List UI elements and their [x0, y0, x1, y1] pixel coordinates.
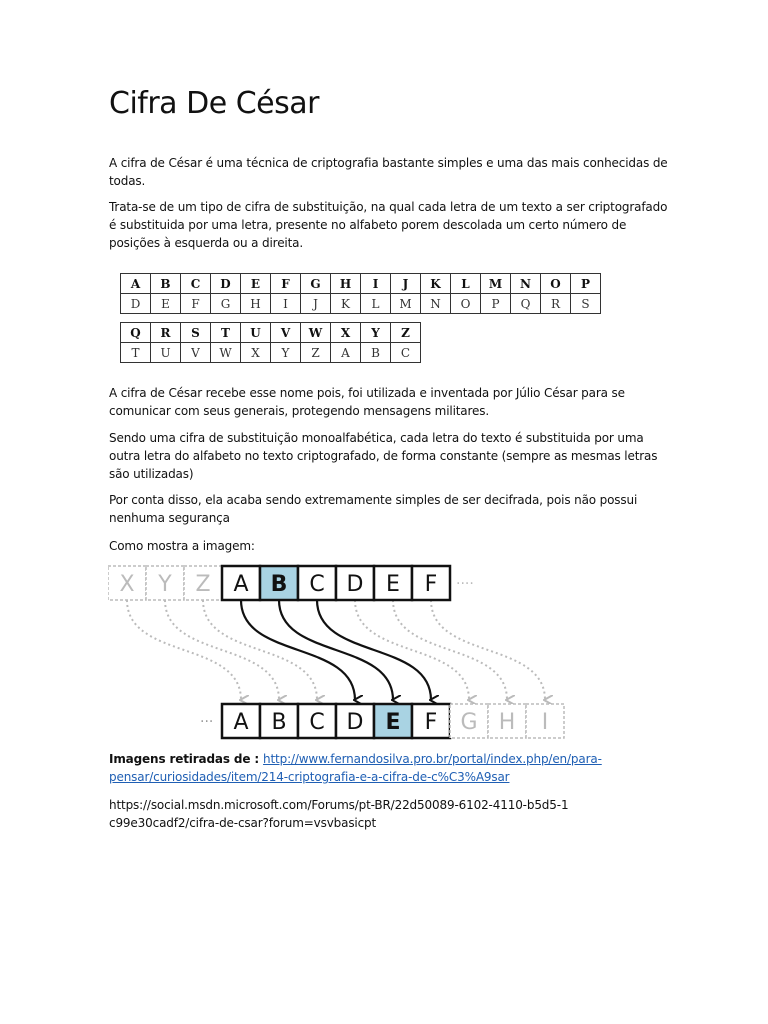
sources-label: Imagens retiradas de : — [109, 752, 264, 766]
source-link-msdn: https://social.msdn.microsoft.com/Forums/pt-BR/22d50089-6102-4110-b5d5-1c99e30cadf2/cifra-de-csar?forum=vsvbasicpt — [109, 798, 569, 830]
cipher-cell-plain-b: B — [151, 274, 181, 294]
shift-arrow-0 — [127, 600, 241, 700]
cipher-cell-plain-k: K — [421, 274, 451, 294]
cipher-cell-cipher-w: W — [211, 343, 241, 363]
top-faded-z — [184, 566, 222, 600]
cipher-cell-cipher-d: D — [121, 294, 151, 314]
cipher-cell-plain-y: Y — [361, 323, 391, 343]
bottom-box-f — [412, 704, 450, 738]
bottom-box-d — [336, 704, 374, 738]
cipher-cell-cipher-l: L — [361, 294, 391, 314]
bottom-ellipsis: ··· — [200, 714, 214, 730]
cipher-cell-plain-r: R — [151, 323, 181, 343]
paragraph-security: Por conta disso, ela acaba sendo extremamente simples de ser decifrada, pois não possui nenhuma segurança — [109, 493, 638, 525]
svg-text:B: B — [271, 710, 287, 735]
cipher-cell-cipher-m: M — [391, 294, 421, 314]
shift-arrow-1 — [165, 600, 279, 700]
cipher-cell-plain-x: X — [331, 323, 361, 343]
cipher-cell-cipher-h: H — [241, 294, 271, 314]
cipher-cell-cipher-t: T — [121, 343, 151, 363]
bottom-box-c — [298, 704, 336, 738]
cipher-cell-plain-h: H — [331, 274, 361, 294]
cipher-cell-plain-t: T — [211, 323, 241, 343]
shift-arrow-8 — [431, 600, 545, 700]
cipher-cell-cipher-b: B — [361, 343, 391, 363]
svg-text:A: A — [233, 710, 249, 735]
cipher-cell-plain-u: U — [241, 323, 271, 343]
cipher-table-1 — [120, 273, 601, 314]
cipher-cell-plain-p: P — [571, 274, 601, 294]
cipher-cell-plain-z: Z — [391, 323, 421, 343]
bottom-faded-h — [488, 704, 526, 738]
svg-text:C: C — [309, 572, 325, 597]
cipher-cell-cipher-k: K — [331, 294, 361, 314]
cipher-cell-plain-s: S — [181, 323, 211, 343]
svg-text:B: B — [270, 572, 288, 597]
cipher-cell-cipher-i: I — [271, 294, 301, 314]
cipher-cell-cipher-p: P — [481, 294, 511, 314]
bottom-faded-g — [450, 704, 488, 738]
cipher-cell-plain-o: O — [541, 274, 571, 294]
page-title: Cifra De César — [109, 86, 319, 121]
paragraph-monoalphabetic: Sendo uma cifra de substituição monoalfabética, cada letra do texto é substituida por uma outra letra do alfabeto no texto criptografado, de forma constante (sempre as mesmas letras são utilizadas) — [109, 431, 658, 481]
cipher-cell-plain-j: J — [391, 274, 421, 294]
cipher-cell-plain-w: W — [301, 323, 331, 343]
cipher-cell-cipher-x: X — [241, 343, 271, 363]
cipher-cell-cipher-j: J — [301, 294, 331, 314]
cipher-cell-cipher-a: A — [331, 343, 361, 363]
top-box-f — [412, 566, 450, 600]
top-box-b — [260, 566, 298, 600]
cipher-cell-plain-e: E — [241, 274, 271, 294]
cipher-cell-cipher-f: F — [181, 294, 211, 314]
shift-arrow-7 — [393, 600, 507, 700]
svg-text:H: H — [498, 710, 516, 735]
svg-text:F: F — [424, 710, 438, 735]
cipher-cell-cipher-y: Y — [271, 343, 301, 363]
svg-text:G: G — [460, 710, 478, 735]
bottom-box-b — [260, 704, 298, 738]
svg-text:A: A — [233, 572, 249, 597]
svg-text:Z: Z — [195, 572, 211, 597]
cipher-cell-plain-c: C — [181, 274, 211, 294]
paragraph-intro: A cifra de César é uma técnica de criptografia bastante simples e uma das mais conhecidas de todas. — [109, 156, 668, 188]
cipher-cell-plain-m: M — [481, 274, 511, 294]
cipher-cell-cipher-r: R — [541, 294, 571, 314]
top-faded-y — [146, 566, 184, 600]
svg-text:C: C — [309, 710, 325, 735]
svg-text:D: D — [346, 572, 364, 597]
cipher-cell-plain-l: L — [451, 274, 481, 294]
cipher-cell-cipher-c: C — [391, 343, 421, 363]
cipher-cell-cipher-n: N — [421, 294, 451, 314]
bottom-box-a — [222, 704, 260, 738]
cipher-cell-plain-q: Q — [121, 323, 151, 343]
svg-text:F: F — [424, 572, 438, 597]
cipher-cell-cipher-s: S — [571, 294, 601, 314]
bottom-box-e — [374, 704, 412, 738]
svg-text:I: I — [541, 710, 549, 735]
svg-text:Y: Y — [158, 572, 172, 597]
sources-paragraph — [109, 750, 609, 786]
svg-text:X: X — [119, 572, 135, 597]
cipher-cell-cipher-o: O — [451, 294, 481, 314]
source-link-fernandosilva[interactable]: http://www.fernandosilva.pro.br/portal/index.php/en/para-pensar/curiosidades/item/214-criptografia-e-a-cifra-de-c%C3%A9sar — [109, 752, 602, 784]
cipher-cell-plain-a: A — [121, 274, 151, 294]
top-box-d — [336, 566, 374, 600]
cipher-cell-plain-f: F — [271, 274, 301, 294]
svg-text:E: E — [386, 572, 400, 597]
cipher-cell-plain-n: N — [511, 274, 541, 294]
cipher-cell-plain-d: D — [211, 274, 241, 294]
top-ellipsis: ···· — [456, 576, 474, 592]
cipher-cell-cipher-z: Z — [301, 343, 331, 363]
cipher-table-2 — [120, 322, 421, 363]
top-box-e — [374, 566, 412, 600]
cipher-cell-cipher-u: U — [151, 343, 181, 363]
cipher-cell-cipher-g: G — [211, 294, 241, 314]
top-faded-x — [108, 566, 146, 600]
cipher-cell-cipher-v: V — [181, 343, 211, 363]
top-box-c — [298, 566, 336, 600]
caesar-shift-diagram — [108, 560, 578, 742]
cipher-cell-cipher-e: E — [151, 294, 181, 314]
bottom-faded-i — [526, 704, 564, 738]
cipher-cell-plain-g: G — [301, 274, 331, 294]
cipher-cell-cipher-q: Q — [511, 294, 541, 314]
paragraph-origin: A cifra de César recebe esse nome pois, foi utilizada e inventada por Júlio César para se comunicar com seus generais, protegendo mensagens militares. — [109, 386, 625, 418]
svg-text:E: E — [385, 710, 401, 735]
paragraph-definition: Trata-se de um tipo de cifra de substituição, na qual cada letra de um texto a ser criptografado é substituida por uma letra, presente no alfabeto porem descolada um certo número de posições à esquerda ou a direita. — [109, 200, 668, 250]
top-box-a — [222, 566, 260, 600]
paragraph-image-intro: Como mostra a imagem: — [109, 539, 255, 553]
cipher-cell-plain-i: I — [361, 274, 391, 294]
svg-text:D: D — [346, 710, 364, 735]
cipher-cell-plain-v: V — [271, 323, 301, 343]
